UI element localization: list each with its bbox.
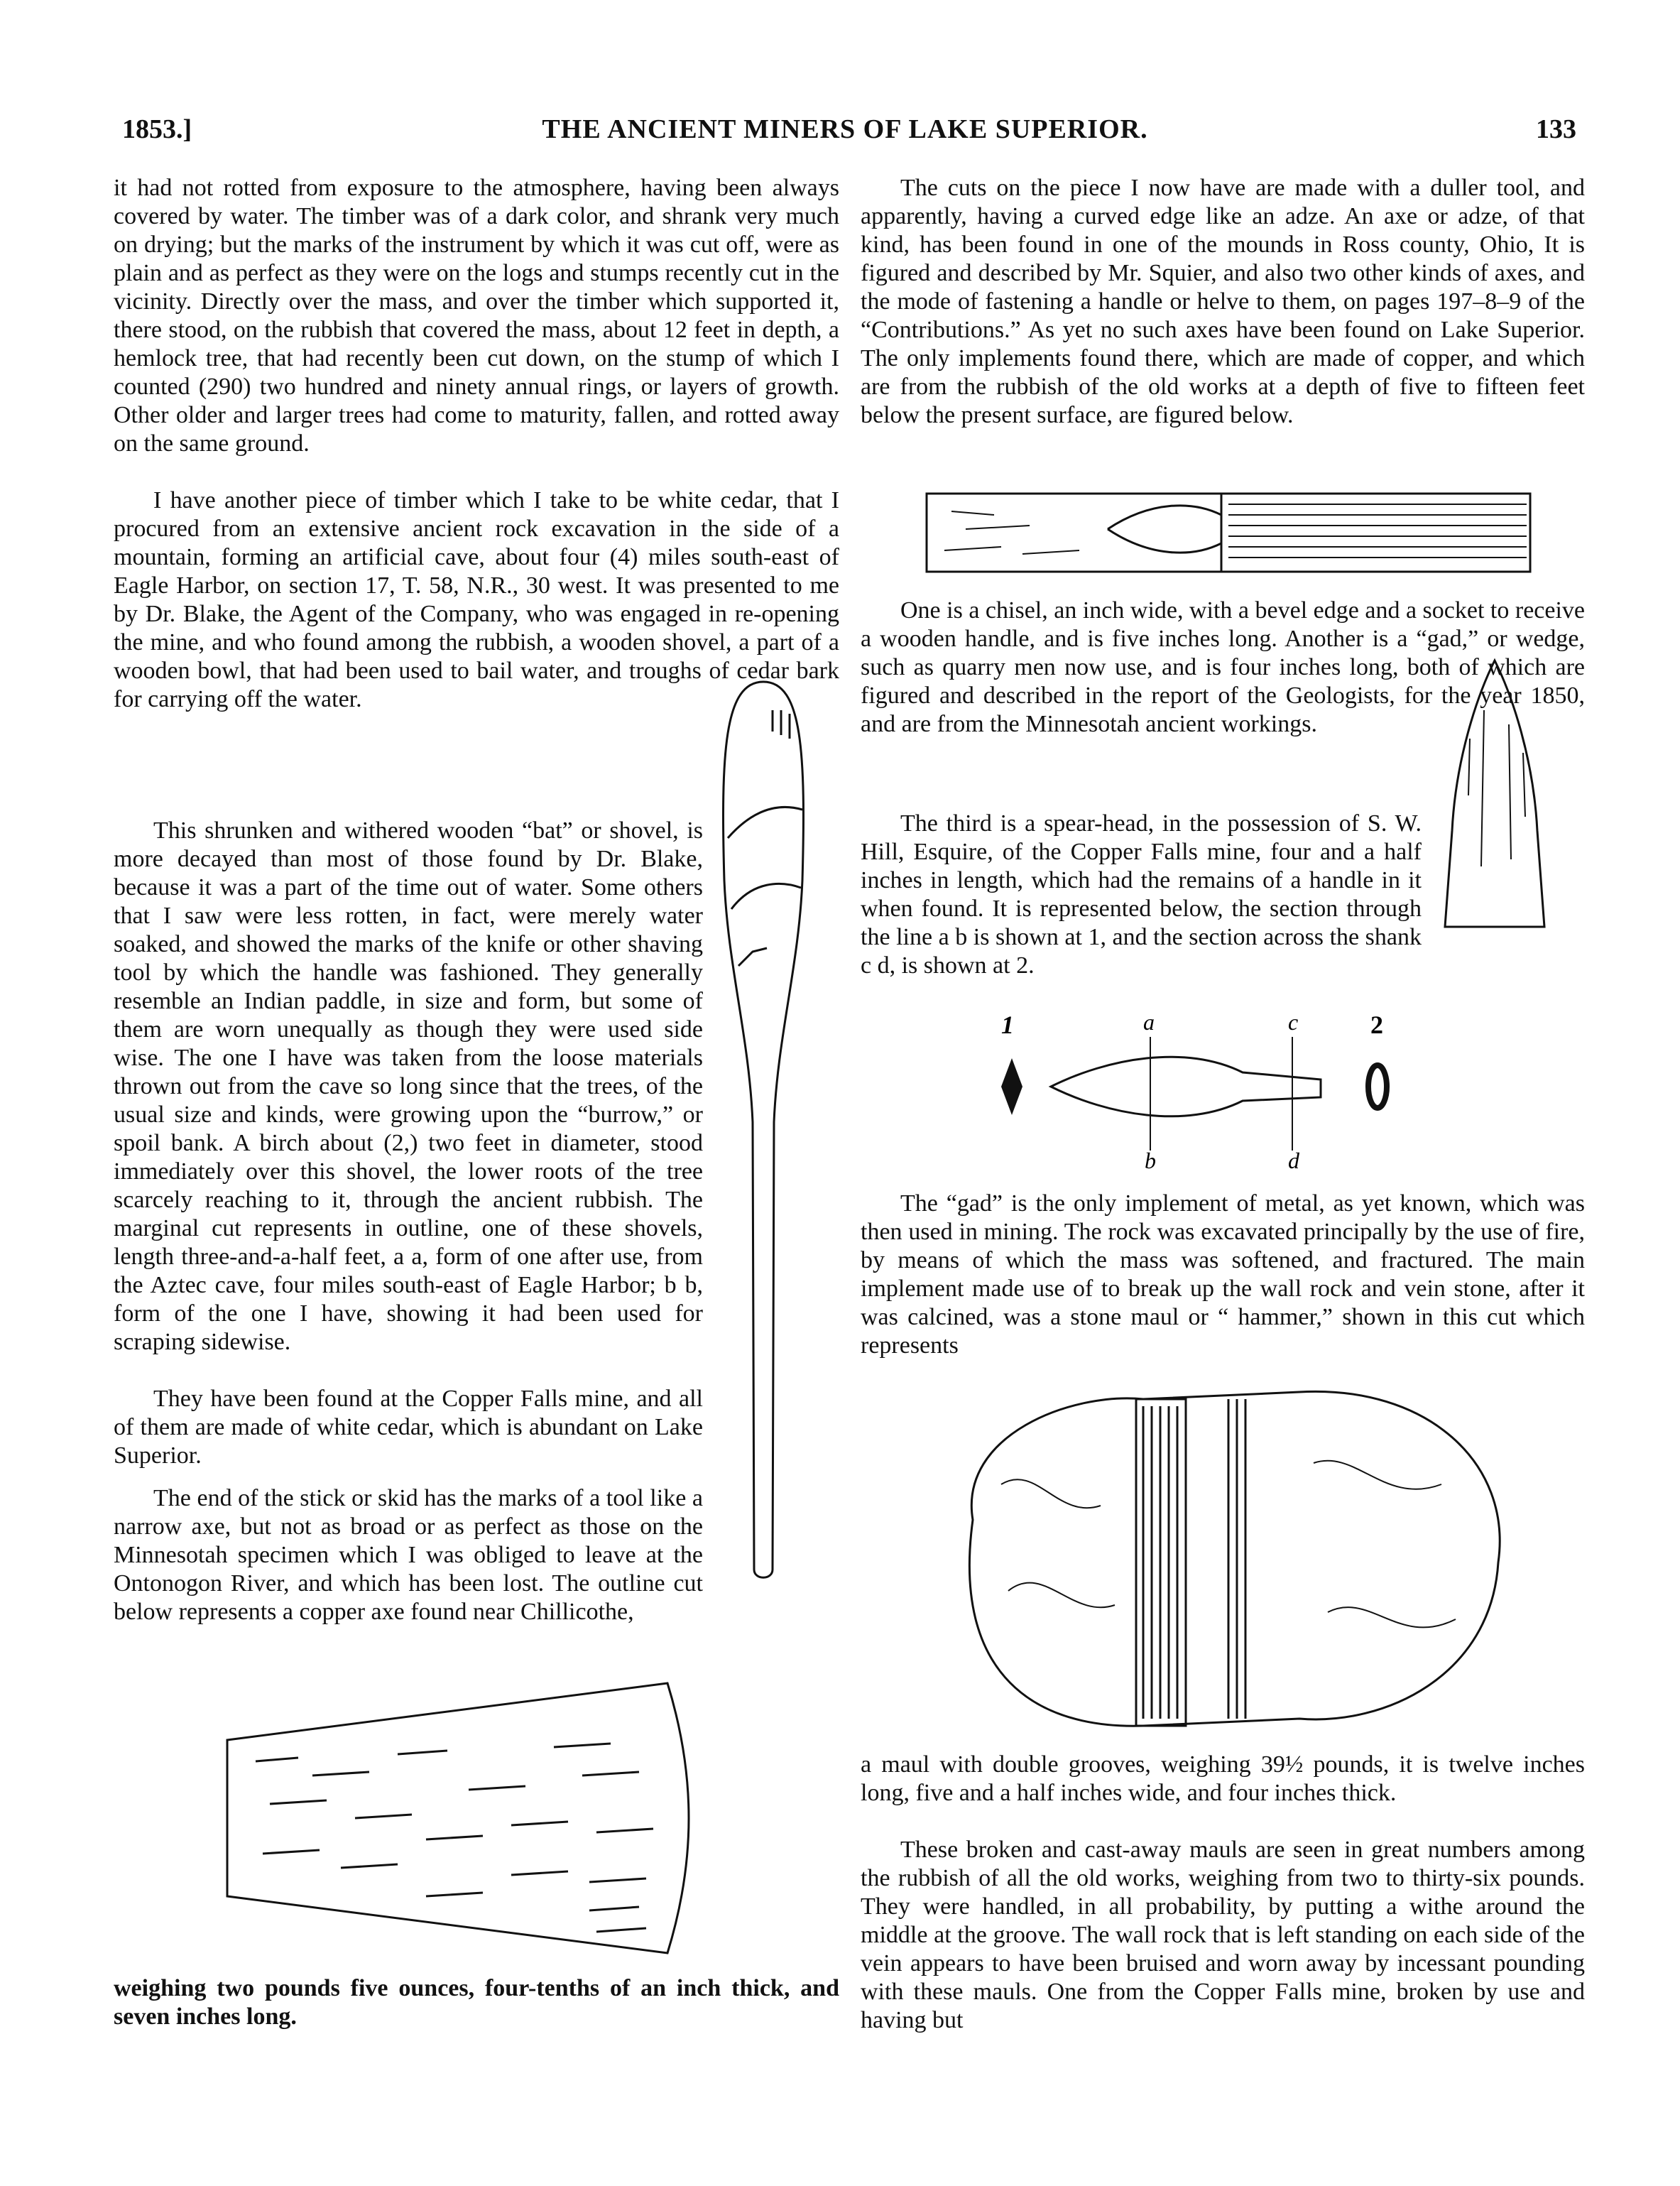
chisel-figure xyxy=(923,486,1534,579)
axe-caption-text: weighing two pounds five ounces, four-tenths of an inch thick, and seven inches long. xyxy=(114,1975,839,2030)
left-paragraph-5: The end of the stick or skid has the marks of a tool like a narrow axe, but not as broad or as perfect as those on the Minnesotah specimen which I was obliged to leave at the Ontonogon River, and which has been lost. The outline cut below represents a copper axe found near Chillicothe, xyxy=(114,1485,703,1625)
section-1-label: 1 xyxy=(1001,1011,1014,1039)
right-paragraph-2: One is a chisel, an inch wide, with a bevel edge and a socket to receive a wooden handle, and is five inches long. Another is a “gad,” or wedge, such as quarry men now use, and is four inches long, both of which are figured and described in the report of the Geologists, for the year 1850, and are from the Minnesotah ancient workings. xyxy=(861,597,1585,737)
header-title: THE ANCIENT MINERS OF LAKE SUPERIOR. xyxy=(542,114,1148,144)
left-paragraph-2: I have another piece of timber which I take to be white cedar, that I procured from an extensive ancient rock excavation in the side of a mountain, forming an artificial cave, about four (4) miles south-east of Eagle Harbor, on section 17, T. 58, N.R., 30 west. It was presented to me by Dr. Blake, the Agent of the Company, who was engaged in re-opening the mine, and who found among the rubbish, a wooden shovel, a part of a wooden bowl, that had been used to bail water, and troughs of cedar bark for carrying off the water. xyxy=(114,487,839,712)
right-column-after-spear xyxy=(861,1190,1585,1360)
left-paragraph-1: it had not rotted from exposure to the atmosphere, having been always covered by water. The timber was of a dark color, and shrank very much on drying; but the marks of the instrument by which it was cut off, were as plain and as perfect as they were on the logs and stumps recently cut in the vicinity. Directly over the mass, and over the timber which supported it, there stood, on the rubbish that covered the mass, about 12 feet in depth, a hemlock tree, that had recently been cut down, on the stump of which I counted (290) two hundred and ninety annual rings, or layers of growth. Other older and larger trees had come to maturity, fallen, and rotted away on the same ground. xyxy=(114,175,839,457)
header-year: 1853.] xyxy=(122,114,192,144)
right-paragraph-1: The cuts on the piece I now have are made with a duller tool, and apparently, having a curved edge like an adze. An axe or adze, of that kind, has been found in one of the mounds in Ross county, Ohio, It is figured and described by Mr. Squier, and also two other kinds of axes, and the mode of fastening a handle or helve to them, on pages 197–8–9 of the “Contributions.” As yet no such axes have been found on Lake Superior. The only implements found there, which are made of copper, and which are from the rubbish of the old works at a depth of five to fifteen feet below the present surface, are figured below. xyxy=(861,175,1585,428)
gad-figure xyxy=(1434,653,1555,937)
section-2-label: 2 xyxy=(1370,1011,1383,1039)
left-paragraph-3: This shrunken and withered wooden “bat” or shovel, is more decayed than most of those found by Dr. Blake, because it was a part of the time out of water. Some others that I saw were less rotten, in fact, were merely water soaked, and showed the marks of the knife or other shaving tool by which the handle was fashioned. They generally resemble an Indian paddle, in size and form, but some of them are worn unequally as though they were used side wise. The one I have was taken from the loose materials thrown out from the cave so long since that the trees, of the usual size and kinds, were growing upon the “burrow,” or spoil bank. A birch about (2,) two feet in diameter, stood immediately over this shovel, the lower roots of the tree scarcely reaching to it, through the ancient rubbish. The marginal cut represents in outline, one of these shovels, length three-and-a-half feet, a a, form of one after use, from the Aztec cave, four miles south-east of Eagle Harbor; b b, form of the one I have, showing it had been used for scraping sidewise. xyxy=(114,817,703,1355)
line-d-label: d xyxy=(1288,1148,1299,1172)
axe-caption xyxy=(114,1974,839,2031)
right-column-beside-gad xyxy=(861,810,1422,980)
page-number: 133 xyxy=(1536,114,1576,144)
right-column xyxy=(861,174,1585,430)
right-paragraph-5: a maul with double grooves, weighing 39½ pounds, it is twelve inches long, five and a half inches wide, and four inches thick. xyxy=(861,1751,1585,1806)
stone-maul-figure xyxy=(930,1378,1520,1733)
line-c-label: c xyxy=(1288,1009,1299,1035)
line-a-label: a xyxy=(1143,1009,1155,1035)
right-paragraph-6: These broken and cast-away mauls are seen in great numbers among the rubbish of all the old works, weighing from two to thirty-six pounds. They were handled, in all probability, by putting a withe around the middle at the groove. The wall rock that is left standing on each side of the vein appears to have been bruised and worn away by incessant pounding with these mauls. One from the Copper Falls mine, broken by use and having but xyxy=(861,1837,1585,2033)
right-column-after-maul xyxy=(861,1751,1585,2035)
left-column xyxy=(114,174,839,714)
spear-head-figure xyxy=(987,1001,1413,1172)
running-header xyxy=(114,114,1576,156)
shovel-figure xyxy=(710,668,817,1584)
right-paragraph-4: The “gad” is the only implement of metal, as yet known, which was then used in mining. The rock was excavated principally by the use of fire, by means of which the mass was softened, and fractured. The main implement made use of to break up the wall rock and vein stone, after it was calcined, was a stone maul or “ hammer,” shown in this cut which represents xyxy=(861,1190,1585,1359)
right-paragraph-3: The third is a spear-head, in the possession of S. W. Hill, Esquire, of the Copper Falls mine, four and a half inches in length, which had the remains of a handle in it when found. It is represented below, the section through the line a b is shown at 1, and the section across the shank c d, is shown at 2. xyxy=(861,810,1422,979)
left-paragraph-4: They have been found at the Copper Falls mine, and all of them are made of white cedar, which is abundant on Lake Superior. xyxy=(114,1386,703,1469)
left-column-narrow xyxy=(114,817,703,1626)
line-b-label: b xyxy=(1145,1148,1156,1172)
copper-axe-figure xyxy=(213,1669,710,1967)
